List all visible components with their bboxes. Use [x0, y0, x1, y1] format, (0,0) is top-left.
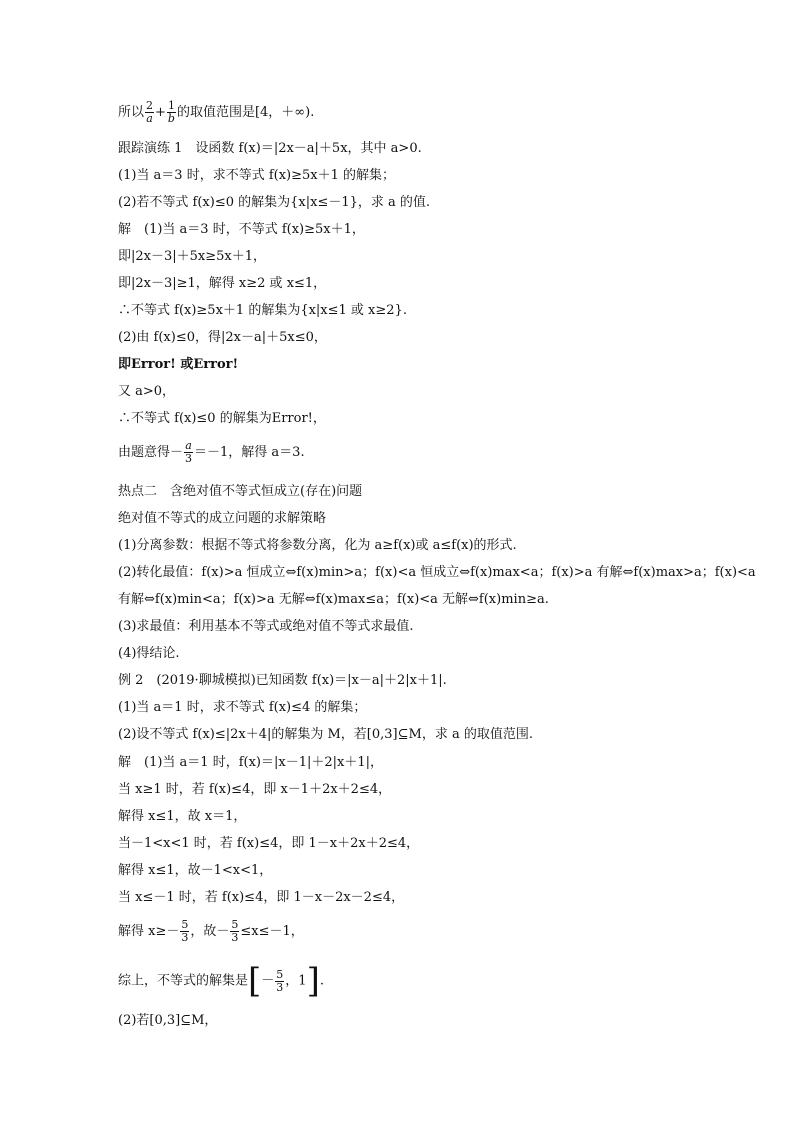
- fraction: [184, 440, 193, 465]
- text-line: 有解⇔f(x)min<a；f(x)>a 无解⇔f(x)max≤a；f(x)<a 无解⇔f(x)min≥a.: [118, 592, 549, 607]
- text-line: 解得 x≤1，故－1<x<1，: [118, 863, 273, 878]
- text-line: (1)当 a＝1 时，求不等式 f(x)≤4 的解集；: [118, 700, 367, 715]
- denominator: 3: [231, 931, 239, 944]
- text-segment: ≤x≤－1，: [240, 924, 304, 939]
- text-segment: 由题意得－: [118, 445, 184, 460]
- text-line: 解 (1)当 a＝1 时，f(x)＝|x－1|＋2|x＋1|，: [118, 755, 383, 770]
- left-bracket: [: [248, 961, 262, 1001]
- text-line: 绝对值不等式的成立问题的求解策略: [118, 511, 327, 526]
- text-line: 即|2x－3|≥1，解得 x≥2 或 x≤1，: [118, 276, 327, 291]
- text-segment: ＝－1，解得 a＝3.: [194, 445, 305, 460]
- denominator: 3: [276, 980, 284, 994]
- text-line: 即Error! 或Error!: [118, 357, 239, 372]
- text-line: 又 a>0，: [118, 384, 176, 399]
- fraction: [145, 100, 154, 125]
- text-segment: 的取值范围是[4，＋∞).: [176, 105, 315, 120]
- text-line: (2)由 f(x)≤0，得|2x－a|＋5x≤0，: [118, 330, 327, 345]
- text-line: (4)得结论.: [118, 646, 180, 661]
- text-line: [118, 919, 304, 944]
- fraction: [180, 919, 189, 944]
- text-segment: 解得 x≥－: [118, 924, 180, 939]
- text-line: (2)转化最值：f(x)>a 恒成立⇔f(x)min>a；f(x)<a 恒成立⇔f(x)max<a；f(x)>a 有解⇔f(x)max>a；f(x)<a: [118, 565, 756, 580]
- fraction: [167, 100, 176, 125]
- numerator: 5: [276, 967, 284, 981]
- example-heading: 例 2 (2019·聊城模拟)已知函数 f(x)＝|x－a|＋2|x＋1|.: [118, 673, 447, 688]
- numerator: 2: [146, 99, 154, 112]
- text-line: 解 (1)当 a＝3 时，不等式 f(x)≥5x＋1，: [118, 222, 365, 237]
- text-line: [118, 961, 324, 1001]
- text-segment: ，故－: [190, 924, 230, 939]
- text-line: 当 x≥1 时，若 f(x)≤4，即 x－1＋2x＋2≤4，: [118, 782, 392, 797]
- numerator: 1: [167, 99, 175, 112]
- denominator: 3: [181, 931, 189, 944]
- denominator: a: [146, 112, 153, 125]
- exercise-heading: 跟踪演练 1 设函数 f(x)＝|2x－a|＋5x，其中 a>0.: [118, 141, 422, 156]
- numerator: a: [185, 439, 192, 452]
- text-line: ∴不等式 f(x)≥5x＋1 的解集为{x|x≤1 或 x≥2}.: [118, 303, 407, 318]
- text-line: (2)设不等式 f(x)≤|2x＋4|的解集为 M，若[0,3]⊆M，求 a 的取值范围.: [118, 727, 533, 742]
- fraction: [230, 919, 239, 944]
- text-line: 解得 x≤1，故 x＝1，: [118, 809, 247, 824]
- text-line: [118, 440, 305, 465]
- text-line: 即|2x－3|＋5x≥5x＋1，: [118, 249, 267, 264]
- text-line: (1)分离参数：根据不等式将参数分离，化为 a≥f(x)或 a≤f(x)的形式.: [118, 538, 517, 553]
- text-segment: .: [319, 973, 324, 989]
- text-line: ∴不等式 f(x)≤0 的解集为Error!，: [118, 411, 326, 426]
- text-line: (2)若不等式 f(x)≤0 的解集为{x|x≤－1}，求 a 的值.: [118, 195, 431, 210]
- text-segment: －: [261, 973, 275, 989]
- text-line: 当－1<x<1 时，若 f(x)≤4，即 1－x＋2x＋2≤4，: [118, 836, 420, 851]
- numerator: 5: [181, 918, 189, 931]
- text-line: (2)若[0,3]⊆M，: [118, 1013, 218, 1028]
- text-segment: ，1: [285, 973, 307, 989]
- fraction: [275, 969, 284, 994]
- denominator: b: [167, 112, 175, 125]
- text-line: [118, 100, 314, 125]
- right-bracket: ]: [306, 961, 320, 1001]
- text-line: (1)当 a＝3 时，求不等式 f(x)≥5x＋1 的解集；: [118, 168, 396, 183]
- text-line: 当 x≤－1 时，若 f(x)≤4，即 1－x－2x－2≤4，: [118, 890, 405, 905]
- text-segment: 综上，不等式的解集是: [118, 973, 249, 989]
- text-line: (3)求最值：利用基本不等式或绝对值不等式求最值.: [118, 619, 414, 634]
- denominator: 3: [185, 452, 193, 465]
- section-heading: 热点二 含绝对值不等式恒成立(存在)问题: [118, 484, 363, 499]
- text-segment: 所以: [118, 105, 145, 120]
- text-segment: +: [155, 105, 166, 120]
- numerator: 5: [231, 918, 239, 931]
